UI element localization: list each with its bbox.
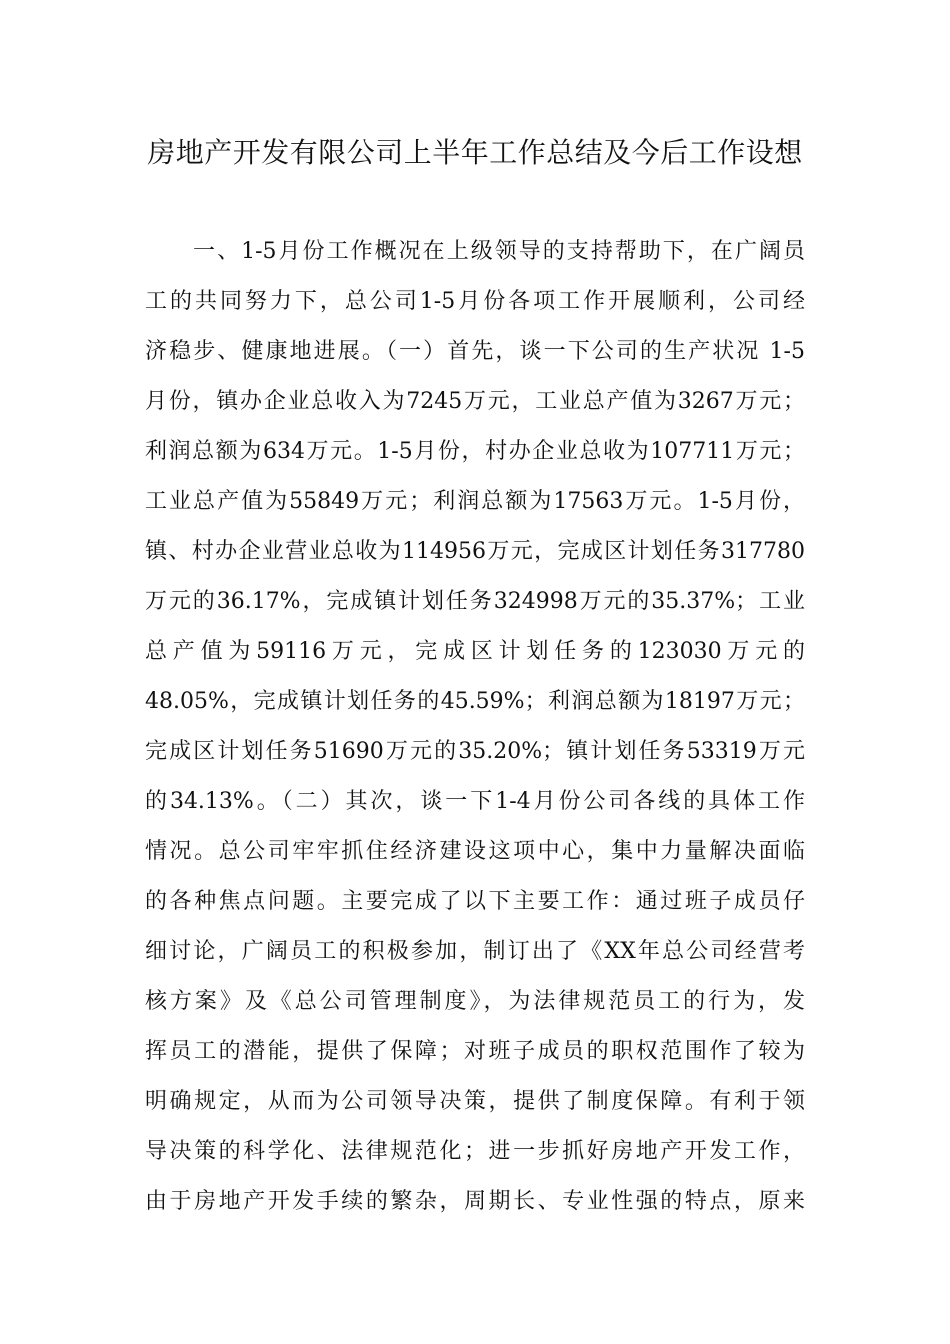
body-line: 总产值为59116万元，完成区计划任务的123030万元的	[145, 639, 805, 664]
body-line: 工业总产值为55849万元；利润总额为17563万元。1-5月份，	[145, 489, 805, 514]
body-line: 核方案》及《总公司管理制度》，为法律规范员工的行为，发	[145, 989, 805, 1014]
body-line: 完成区计划任务51690万元的35.20%；镇计划任务53319万元	[145, 739, 805, 764]
body-line: 利润总额为634万元。1-5月份，村办企业总收为107711万元；	[145, 439, 805, 464]
body-line: 一、1-5月份工作概况在上级领导的支持帮助下，在广阔员	[145, 239, 805, 264]
body-line: 镇、村办企业营业总收为114956万元，完成区计划任务317780	[145, 539, 805, 564]
body-line: 的各种焦点问题。主要完成了以下主要工作：通过班子成员仔	[145, 889, 805, 914]
document-title: 房地产开发有限公司上半年工作总结及今后工作设想	[147, 136, 803, 169]
body-line: 济稳步、健康地进展。（一）首先，谈一下公司的生产状况 1-5	[145, 339, 805, 364]
body-line: 情况。总公司牢牢抓住经济建设这项中心，集中力量解决面临	[145, 839, 805, 864]
body-line: 的34.13%。（二）其次，谈一下1-4月份公司各线的具体工作	[145, 789, 805, 814]
body-line: 48.05%，完成镇计划任务的45.59%；利润总额为18197万元；	[145, 689, 805, 714]
body-line: 导决策的科学化、法律规范化；进一步抓好房地产开发工作，	[145, 1139, 805, 1164]
body-line: 细讨论，广阔员工的积极参加，制订出了《XX年总公司经营考	[145, 939, 805, 964]
body-line: 工的共同努力下，总公司1-5月份各项工作开展顺利，公司经	[145, 289, 805, 314]
document-body	[145, 227, 805, 1227]
body-line: 挥员工的潜能，提供了保障；对班子成员的职权范围作了较为	[145, 1039, 805, 1064]
body-line: 由于房地产开发手续的繁杂，周期长、专业性强的特点，原来	[145, 1189, 805, 1214]
body-line: 月份，镇办企业总收入为7245万元，工业总产值为3267万元；	[145, 389, 805, 414]
body-line: 万元的36.17%，完成镇计划任务324998万元的35.37%；工业	[145, 589, 805, 614]
body-line: 明确规定，从而为公司领导决策，提供了制度保障。有利于领	[145, 1089, 805, 1114]
